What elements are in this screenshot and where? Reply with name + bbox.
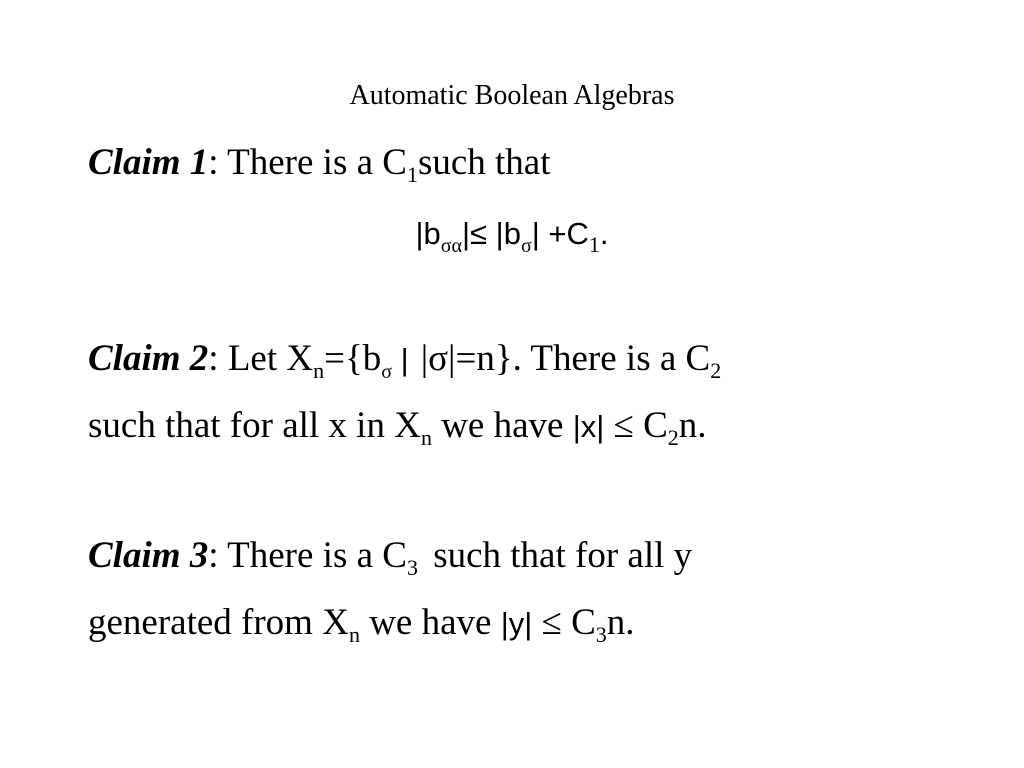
claim3-line2 — [88, 601, 635, 646]
claim3-text-b: such that for all y — [423, 535, 693, 576]
formula-sub-b: σ — [520, 235, 532, 257]
claim2-line2-abs: |x| — [572, 409, 605, 444]
claim2-line2-a: such that for all x in X — [88, 405, 421, 446]
claim2-text-b: ={b — [324, 338, 382, 379]
claim3-line2-sub-c: 3 — [595, 622, 607, 647]
claim2-line2-c: ≤ C — [604, 405, 668, 446]
claim2-text-d: |σ|=n}. There is a C — [420, 338, 711, 379]
claim2-label: Claim 2 — [88, 338, 209, 379]
claim1-sub-a: 1 — [406, 162, 418, 187]
claim2-line2-sub-c: 2 — [667, 425, 679, 450]
claim2-line2-b: we have — [431, 405, 573, 446]
claim2-text-c: | — [392, 342, 409, 377]
claim3-line2-sub-a: n — [348, 622, 360, 647]
formula-sub-c: 1 — [588, 232, 600, 257]
claim3-line2-c: ≤ C — [532, 602, 596, 643]
claim2-colon: : — [208, 338, 219, 379]
claim3-label: Claim 3 — [88, 535, 209, 576]
formula-sub-a: σα — [440, 235, 462, 257]
slide-title: Automatic Boolean Algebras — [349, 80, 675, 111]
claim2-sub-d: 2 — [710, 358, 722, 383]
formula-rel: |≤ |b — [462, 216, 521, 251]
claim2-text-a: Let X — [218, 338, 314, 379]
formula-text-c: | +C — [531, 216, 589, 251]
claim3-line2-abs: |y| — [500, 606, 533, 641]
claim3-text-a: There is a C — [218, 535, 407, 576]
claim2-line1 — [88, 337, 721, 382]
formula-end: . — [599, 216, 609, 251]
claim1-line — [88, 141, 551, 185]
claim3-line2-b: we have — [359, 602, 501, 643]
claim1-colon: : — [208, 142, 219, 183]
claim2-sub-a: n — [313, 358, 325, 383]
claim1-formula — [0, 211, 1024, 256]
claim1-text-b: such that — [417, 142, 551, 183]
claim2-line2 — [88, 404, 707, 449]
claim2-sub-b: σ — [381, 361, 393, 383]
claim3-colon: : — [208, 535, 219, 576]
claim2-line2-d: n. — [678, 405, 707, 446]
claim2-line2-sub-a: n — [420, 425, 432, 450]
claim1-text-a: There is a C — [218, 142, 407, 183]
claim3-line2-a: generated from X — [88, 602, 349, 643]
formula-bar-a: |b — [415, 216, 441, 251]
claim1-label: Claim 1 — [88, 142, 209, 183]
claim3-line1 — [88, 534, 692, 578]
claim3-line2-d: n. — [606, 602, 635, 643]
claim3-sub-a: 3 — [406, 555, 418, 580]
